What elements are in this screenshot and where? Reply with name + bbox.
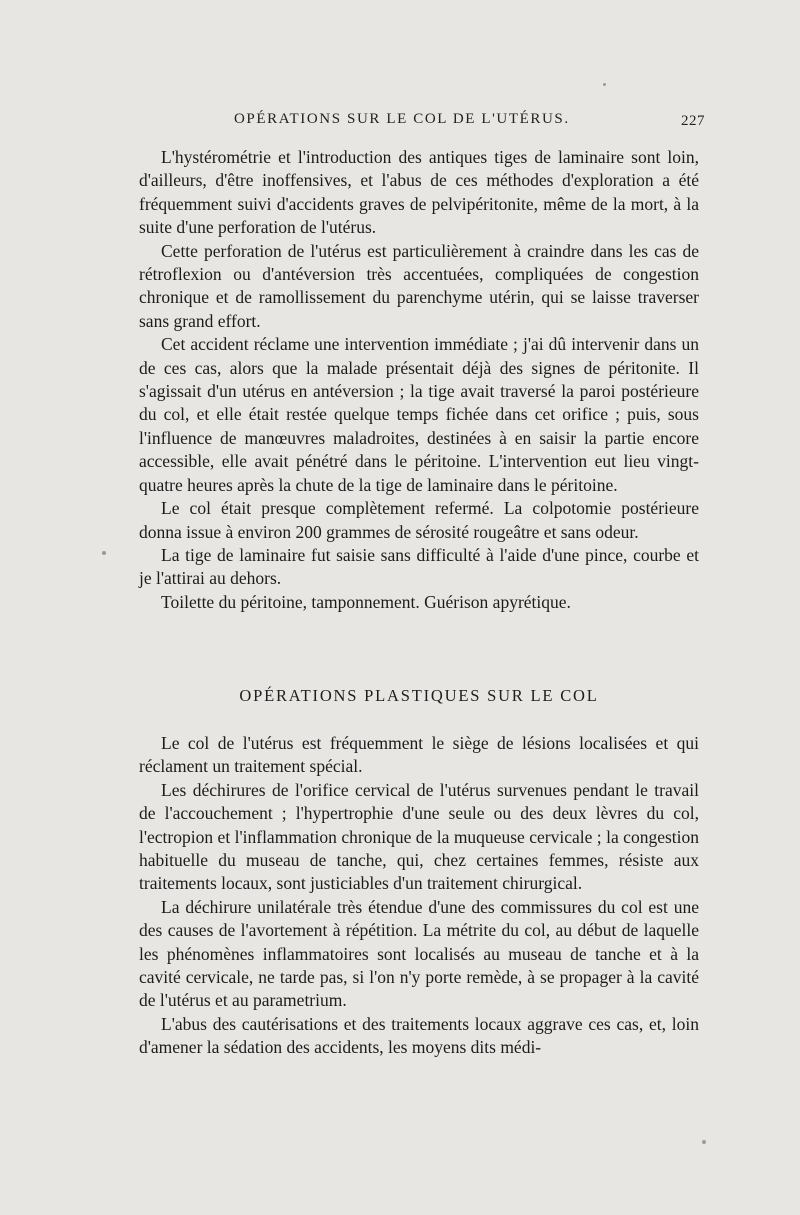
paragraph: Toilette du péritoine, tamponnement. Guérison apyrétique. — [161, 591, 571, 612]
paragraph: Cette perforation de l'utérus est particulièrement à craindre dans les cas de rétroflexion ou d'antéversion très accentuées, compliquées de congestion chronique et de ramollissement du parenchyme utérin, qui se laisse traverser sans grand effort. — [139, 240, 699, 331]
body-text-section-2 — [139, 732, 699, 1060]
section-heading: OPÉRATIONS PLASTIQUES SUR LE COL — [239, 686, 599, 705]
paper-speck — [603, 83, 606, 86]
paper-speck — [702, 1140, 706, 1144]
paragraph: Le col était presque complètement refermé. La colpotomie postérieure donna issue à environ 200 grammes de sérosité rougeâtre et sans odeur. — [139, 498, 699, 542]
paragraph: Cet accident réclame une intervention immédiate ; j'ai dû intervenir dans un de ces cas, alors que la malade présentait déjà des signes de péritonite. Il s'agissait d'un utérus en antéversion ; la tige avait traversé la paroi postérieure du col, et elle était restée quelque temps fichée dans cet orifice ; puis, sous l'influence de manœuvres maladroites, destinées à en saisir la partie encore accessible, elle avait pénétré dans le péritoine. L'intervention eut lieu vingt-quatre heures après la chute de la tige de laminaire dans le péritoine. — [139, 334, 699, 495]
paragraph: La déchirure unilatérale très étendue d'une des commissures du col est une des causes de l'avortement à répétition. La métrite du col, au début de laquelle les phénomènes inflammatoires sont localisés au museau de tanche et à la cavité cervicale, ne tarde pas, si l'on n'y porte remède, à se propager à la cavité de l'utérus et au parametrium. — [139, 896, 699, 1011]
page-number: 227 — [681, 113, 705, 129]
paper-speck — [102, 551, 106, 555]
body-text-section-1 — [139, 146, 699, 614]
page-header — [140, 111, 705, 135]
paragraph: L'abus des cautérisations et des traitements locaux aggrave ces cas, et, loin d'amener la sédation des accidents, les moyens dits médi- — [139, 1013, 699, 1058]
paragraph: Les déchirures de l'orifice cervical de l'utérus survenues pendant le travail de l'accouchement ; l'hypertrophie d'une seule ou des deux lèvres du col, l'ectropion et l'inflammation chronique de la muqueuse cervicale ; la congestion habituelle du museau de tanche, qui, chez certaines femmes, résiste aux traitements locaux, sont justiciables d'un traitement chirurgical. — [139, 779, 699, 894]
paragraph: La tige de laminaire fut saisie sans difficulté à l'aide d'une pince, courbe et je l'attirai au dehors. — [139, 544, 699, 589]
paragraph: L'hystérométrie et l'introduction des antiques tiges de laminaire sont loin, d'ailleurs, d'être inoffensives, et l'abus de ces méthodes d'exploration a été fréquemment suivi d'accidents graves de pelvipéritonite, même de la mort, à la suite d'une perforation de l'utérus. — [139, 147, 699, 238]
running-head: OPÉRATIONS SUR LE COL DE L'UTÉRUS. — [234, 111, 570, 127]
paragraph: Le col de l'utérus est fréquemment le siège de lésions localisées et qui réclament un traitement spécial. — [139, 733, 699, 777]
